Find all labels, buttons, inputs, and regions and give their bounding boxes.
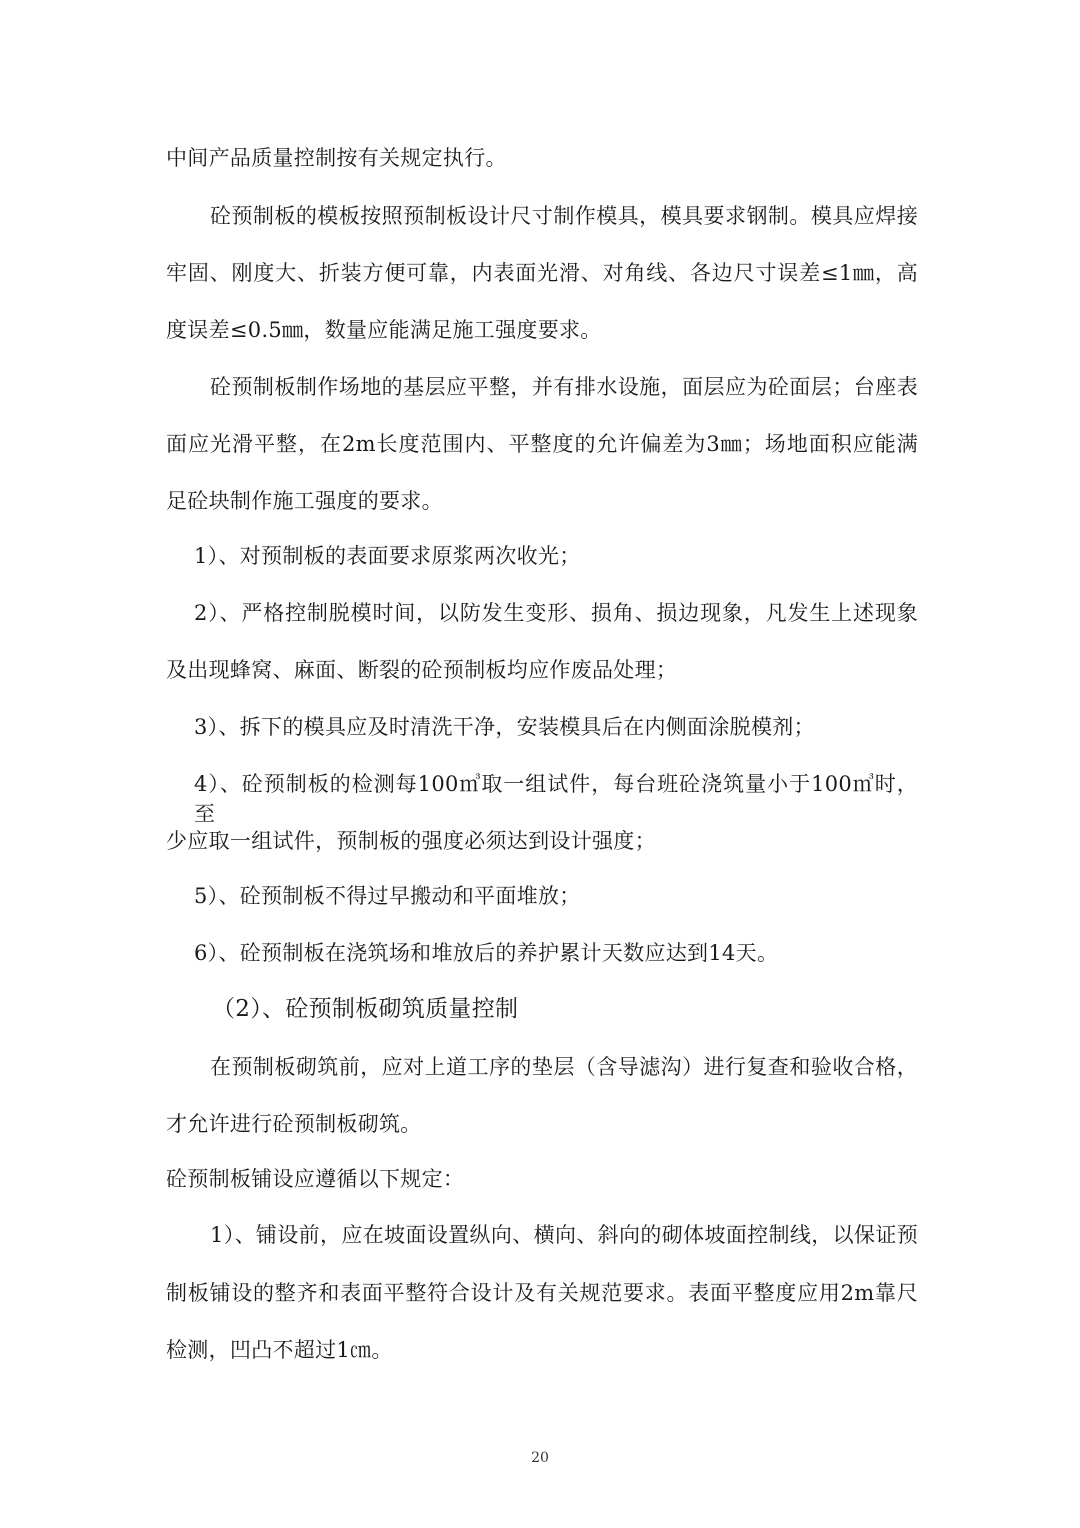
paragraph-line: 检测，凹凸不超过1㎝。 (166, 1338, 393, 1362)
paragraph-line: 砼预制板铺设应遵循以下规定： (166, 1167, 465, 1191)
list-item: 1）、铺设前，应在坡面设置纵向、横向、斜向的砌体坡面控制线，以保证预 (210, 1223, 918, 1247)
paragraph-line: 砼预制板的模板按照预制板设计尺寸制作模具，模具要求钢制。模具应焊接 (210, 204, 918, 228)
list-item: 5）、砼预制板不得过早搬动和平面堆放； (194, 884, 581, 908)
paragraph-line: 才允许进行砼预制板砌筑。 (166, 1112, 422, 1136)
list-item: 3）、拆下的模具应及时清洗干净，安装模具后在内侧面涂脱模剂； (194, 715, 815, 739)
page-number: 20 (531, 1450, 549, 1466)
paragraph-line: 少应取一组试件，预制板的强度必须达到设计强度； (166, 829, 656, 853)
list-item: 2）、严格控制脱模时间，以防发生变形、损角、损边现象，凡发生上述现象 (194, 601, 918, 625)
paragraph-line: 在预制板砌筑前，应对上道工序的垫层（含导滤沟）进行复查和验收合格， (210, 1055, 918, 1079)
paragraph-line: 面应光滑平整，在2m长度范围内、平整度的允许偏差为3㎜；场地面积应能满 (166, 432, 918, 456)
paragraph-line: 中间产品质量控制按有关规定执行。 (166, 146, 507, 170)
paragraph-line: 制板铺设的整齐和表面平整符合设计及有关规范要求。表面平整度应用2m靠尺 (166, 1281, 918, 1305)
paragraph-line: 牢固、刚度大、折装方便可靠，内表面光滑、对角线、各边尺寸误差≤1㎜，高 (166, 261, 918, 285)
list-item: 6）、砼预制板在浇筑场和堆放后的养护累计天数应达到14天。 (194, 941, 779, 965)
paragraph-line: 及出现蜂窝、麻面、断裂的砼预制板均应作废品处理； (166, 658, 678, 682)
paragraph-line: 足砼块制作施工强度的要求。 (166, 489, 443, 513)
paragraph-line: 砼预制板制作场地的基层应平整，并有排水设施，面层应为砼面层；台座表 (210, 375, 918, 399)
section-heading: （2）、砼预制板砌筑质量控制 (212, 996, 519, 1022)
paragraph-line: 度误差≤0.5㎜，数量应能满足施工强度要求。 (166, 318, 602, 342)
list-item: 4）、砼预制板的检测每100㎥取一组试件，每台班砼浇筑量小于100㎥时，至 (194, 772, 918, 826)
list-item: 1）、对预制板的表面要求原浆两次收光； (194, 544, 581, 568)
